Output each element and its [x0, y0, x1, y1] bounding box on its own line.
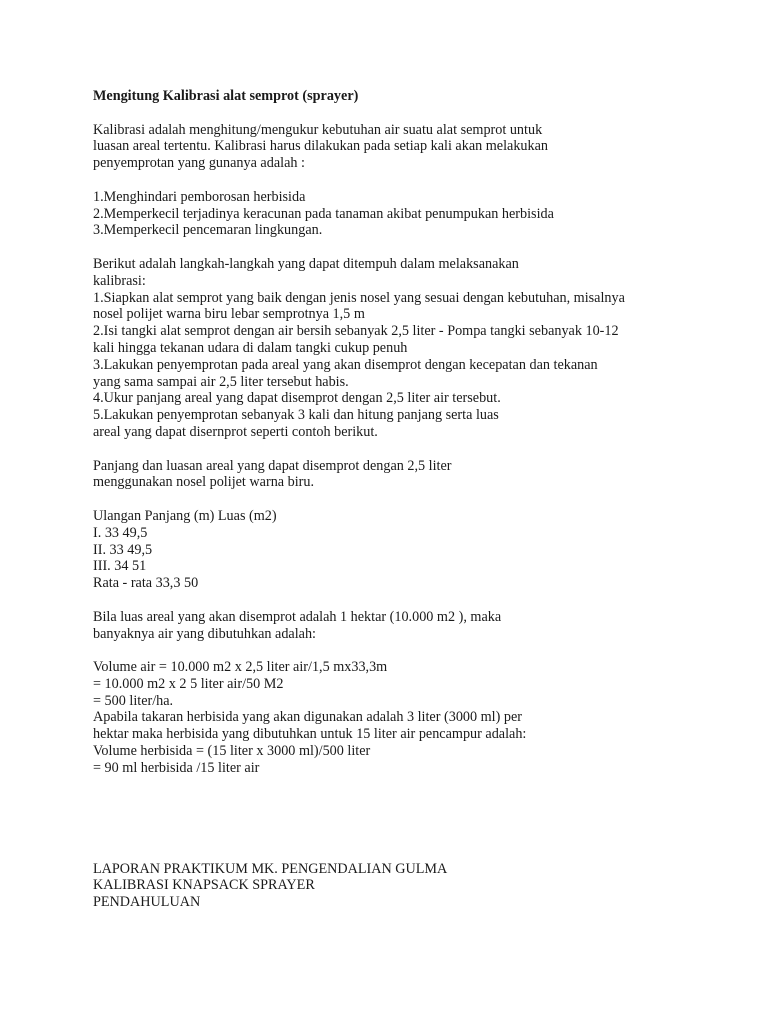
report-heading-line: LAPORAN PRAKTIKUM MK. PENGENDALIAN GULMA: [93, 860, 448, 877]
report-heading: [93, 861, 733, 911]
steps-line: Berikut adalah langkah-langkah yang dapat ditempuh dalam melaksanakan: [93, 255, 519, 272]
purpose-item: 2.Memperkecil terjadinya keracunan pada tanaman akibat penumpukan herbisida: [93, 205, 554, 222]
steps-line: 1.Siapkan alat semprot yang baik dengan jenis nosel yang sesuai dengan kebutuhan, misalnya: [93, 289, 625, 306]
steps-line: 5.Lakukan penyemprotan sebanyak 3 kali dan hitung panjang serta luas: [93, 407, 499, 424]
intro-line: penyemprotan yang gunanya adalah :: [93, 155, 305, 172]
table-row: III. 34 51: [93, 558, 147, 575]
spacer: [93, 172, 733, 189]
calculation-line: hektar maka herbisida yang dibutuhkan untuk 15 liter air pencampur adalah:: [93, 726, 527, 743]
intro-paragraph: [93, 122, 733, 172]
intro-line: Kalibrasi adalah menghitung/mengukur kebutuhan air suatu alat semprot untuk: [93, 121, 543, 138]
purpose-item: 3.Memperkecil pencemaran lingkungan.: [93, 222, 323, 239]
table-header: Ulangan Panjang (m) Luas (m2): [93, 507, 277, 524]
spacer: [93, 441, 733, 458]
calculation-section: [93, 659, 733, 777]
hectare-note: [93, 609, 733, 643]
spacer: [93, 777, 733, 861]
measurement-table: [93, 508, 733, 592]
table-row: Rata - rata 33,3 50: [93, 575, 199, 592]
spacer: [93, 592, 733, 609]
calculation-line: = 500 liter/ha.: [93, 692, 174, 709]
purpose-item: 1.Menghindari pemborosan herbisida: [93, 188, 306, 205]
hectare-note-line: Bila luas areal yang akan disemprot adalah 1 hektar (10.000 m2 ), maka: [93, 608, 502, 625]
hectare-note-line: banyaknya air yang dibutuhkan adalah:: [93, 625, 316, 642]
steps-line: yang sama sampai air 2,5 liter tersebut habis.: [93, 373, 349, 390]
report-heading-line: PENDAHULUAN: [93, 894, 201, 911]
calculation-line: Volume herbisida = (15 liter x 3000 ml)/500 liter: [93, 743, 371, 760]
purpose-list: [93, 189, 733, 239]
area-note: [93, 458, 733, 492]
document-page: [93, 88, 733, 911]
spacer: [93, 105, 733, 122]
steps-line: kali hingga tekanan udara di dalam tangki cukup penuh: [93, 339, 408, 356]
area-note-line: Panjang dan luasan areal yang dapat disemprot dengan 2,5 liter: [93, 457, 452, 474]
table-row: I. 33 49,5: [93, 524, 148, 541]
steps-line: 2.Isi tangki alat semprot dengan air bersih sebanyak 2,5 liter - Pompa tangki sebanyak 10-12: [93, 323, 619, 340]
steps-line: 3.Lakukan penyemprotan pada areal yang akan disemprot dengan kecepatan dan tekanan: [93, 356, 598, 373]
calculation-line: Volume air = 10.000 m2 x 2,5 liter air/1,5 mx33,3m: [93, 659, 388, 676]
area-note-line: menggunakan nosel polijet warna biru.: [93, 474, 315, 491]
document-title: Mengitung Kalibrasi alat semprot (sprayer): [93, 88, 359, 104]
spacer: [93, 642, 733, 659]
calculation-line: = 90 ml herbisida /15 liter air: [93, 759, 260, 776]
calculation-line: Apabila takaran herbisida yang akan digunakan adalah 3 liter (3000 ml) per: [93, 709, 523, 726]
calculation-line: = 10.000 m2 x 2 5 liter air/50 M2: [93, 675, 284, 692]
steps-section: [93, 256, 733, 441]
spacer: [93, 491, 733, 508]
spacer: [93, 239, 733, 256]
steps-line: areal yang dapat disernprot seperti contoh berikut.: [93, 423, 378, 440]
table-row: II. 33 49,5: [93, 541, 153, 558]
steps-line: kalibrasi:: [93, 272, 146, 289]
steps-line: 4.Ukur panjang areal yang dapat disemprot dengan 2,5 liter air tersebut.: [93, 390, 501, 407]
steps-line: nosel polijet warna biru lebar semprotnya 1,5 m: [93, 306, 365, 323]
report-heading-line: KALIBRASI KNAPSACK SPRAYER: [93, 877, 315, 894]
intro-line: luasan areal tertentu. Kalibrasi harus dilakukan pada setiap kali akan melakukan: [93, 138, 549, 155]
